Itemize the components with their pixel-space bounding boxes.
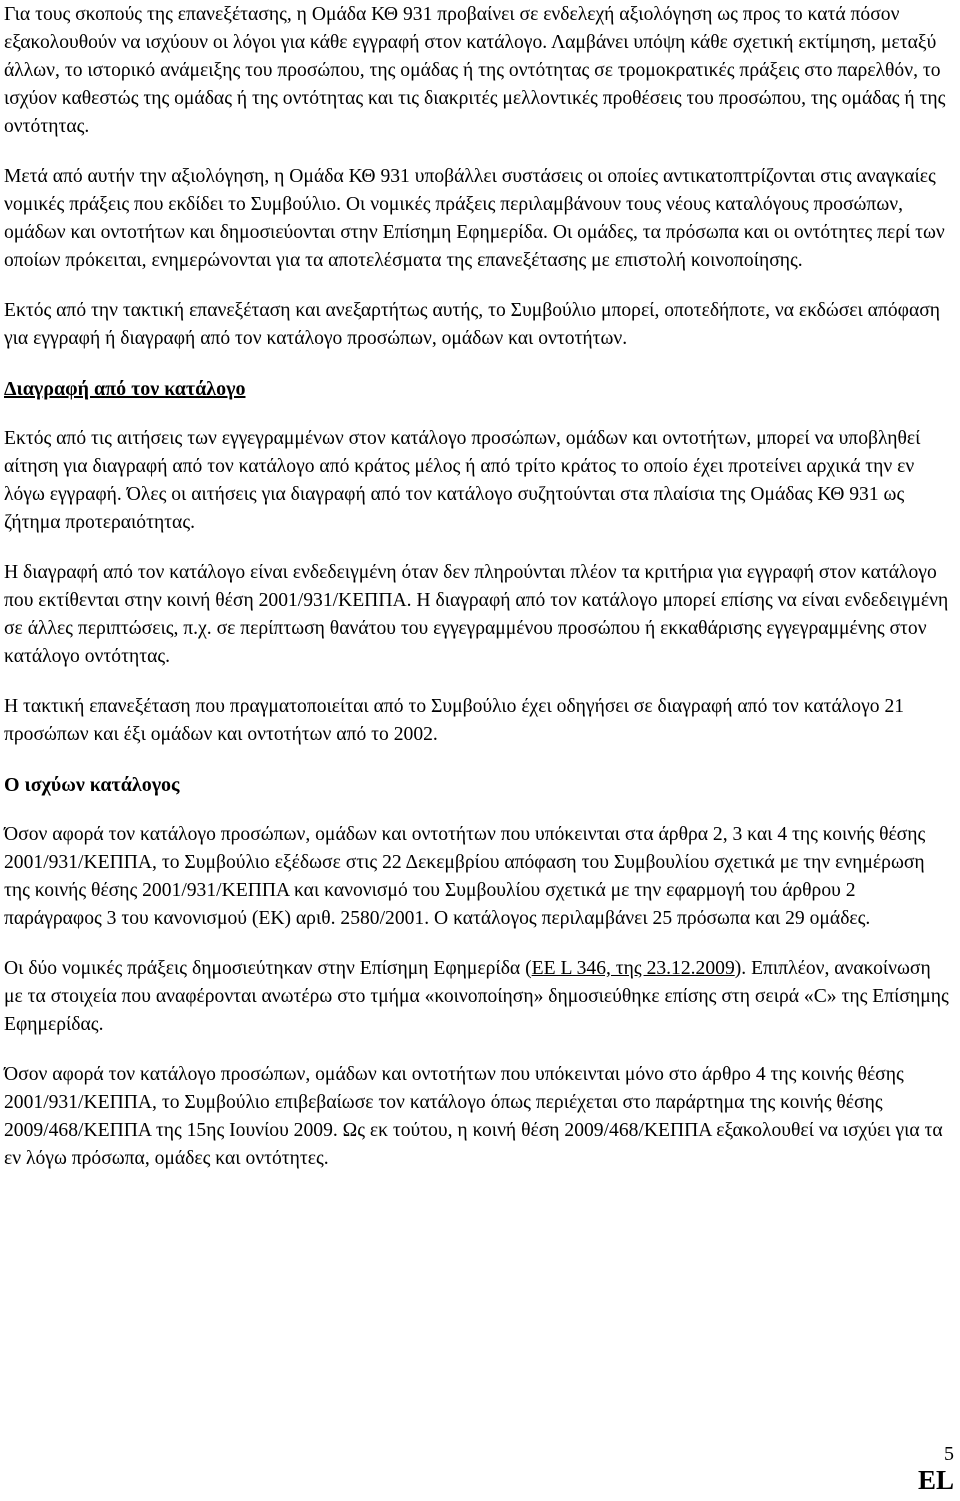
page-number: 5: [944, 1443, 954, 1465]
removal-paragraph-requests: Εκτός από τις αιτήσεις των εγγεγραμμένων στον κατάλογο προσώπων, ομάδων και οντοτήτων, μπορεί να υποβληθεί αίτηση για διαγραφή από τον κατάλογο από κράτος μέλος ή από τρίτο κράτος το οποίο έχει προτείνει αρχικά την εν λόγω εγγραφή. Όλες οι αιτήσεις για διαγραφή από τον κατάλογο συζητούνται στα πλαίσια της Ομάδας ΚΘ 931 ως ζήτημα προτεραιότητας.: [4, 428, 921, 533]
removal-paragraph-criteria: Η διαγραφή από τον κατάλογο είναι ενδεδειγμένη όταν δεν πληρούνται πλέον τα κριτήρια για εγγραφή στον κατάλογο που εκτίθενται στην κοινή θέση 2001/931/ΚΕΠΠΑ. Η διαγραφή από τον κατάλογο μπορεί επίσης να είναι ενδεδειγμένη σε άλλες περιπτώσεις, π.χ. σε περίπτωση θανάτου του εγγεγραμμένου προσώπου ή εκκαθάρισης εγγεγραμμένης στον κατάλογο οντότητας.: [4, 562, 949, 667]
current-paragraph-council-decision: Όσον αφορά τον κατάλογο προσώπων, ομάδων και οντοτήτων που υπόκεινται στα άρθρα 2, 3 και 4 της κοινής θέσης 2001/931/ΚΕΠΠΑ, το Συμβούλιο εξέδωσε στις 22 Δεκεμβρίου απόφαση του Συμβουλίου σχετικά με την ενημέρωση της κοινής θέσης 2001/931/ΚΕΠΠΑ και κανονισμό του Συμβουλίου σχετικά με την εφαρμογή του άρθρου 2 παράγραφος 3 του κανονισμού (ΕΚ) αριθ. 2580/2001. Ο κατάλογος περιλαμβάνει 25 πρόσωπα και 29 ομάδες.: [4, 824, 926, 929]
publication-text-after: ). Επιπλέον, ανακοίνωση με τα στοιχεία που αναφέρονται ανωτέρω στο τμήμα «κοινοποίηση» δημοσιεύθηκε επίσης στη σειρά «C» της Επίσημης Εφημερίδας.: [4, 958, 949, 1035]
intro-paragraph-council-decision: Εκτός από την τακτική επανεξέταση και ανεξαρτήτως αυτής, το Συμβούλιο μπορεί, οποτεδήποτε, να εκδώσει απόφαση για εγγραφή ή διαγραφή από τον κατάλογο προσώπων, ομάδων και οντοτήτων.: [4, 300, 941, 349]
current-paragraph-article-4: Όσον αφορά τον κατάλογο προσώπων, ομάδων και οντοτήτων που υπόκεινται μόνο στο άρθρο 4 της κοινής θέσης 2001/931/ΚΕΠΠΑ, το Συμβούλιο επιβεβαίωσε τον κατάλογο όπως περιέχεται στο παράρτημα της κοινής θέσης 2009/468/ΚΕΠΠΑ της 15ης Ιουνίου 2009. Ως εκ τούτου, η κοινή θέση 2009/468/ΚΕΠΠΑ εξακολουθεί να ισχύει για τα εν λόγω πρόσωπα, ομάδες και οντότητες.: [4, 1064, 943, 1169]
heading-removal-from-list: Διαγραφή από τον κατάλογο: [4, 378, 246, 400]
intro-paragraph-review-assessment: Για τους σκοπούς της επανεξέτασης, η Ομάδα ΚΘ 931 προβαίνει σε ενδελεχή αξιολόγηση ως προς το κατά πόσον εξακολουθούν να ισχύουν οι λόγοι για κάθε εγγραφή στον κατάλογο. Λαμβάνει υπόψη κάθε σχετική εκτίμηση, μεταξύ άλλων, το ιστορικό ανάμειξης του προσώπου, της ομάδας ή της οντότητας σε τρομοκρατικές πράξεις στο παρελθόν, το ισχύον καθεστώς της ομάδας ή της οντότητας και τις διακριτές μελλοντικές προθέσεις του προσώπου, της ομάδας ή της οντότητας.: [4, 4, 946, 137]
removal-paragraph-statistics: Η τακτική επανεξέταση που πραγματοποιείται από το Συμβούλιο έχει οδηγήσει σε διαγραφή από τον κατάλογο 21 προσώπων και έξι ομάδων και οντοτήτων από το 2002.: [4, 696, 905, 745]
heading-current-list: Ο ισχύων κατάλογος: [4, 774, 180, 796]
intro-paragraph-recommendations: Μετά από αυτήν την αξιολόγηση, η Ομάδα ΚΘ 931 υποβάλλει συστάσεις οι οποίες αντικατοπτρίζονται στις αναγκαίες νομικές πράξεις που εκδίδει το Συμβούλιο. Οι νομικές πράξεις περιλαμβάνουν τους νέους καταλόγους προσώπων, ομάδων και οντοτήτων και δημοσιεύονται στην Επίσημη Εφημερίδα. Οι ομάδες, τα πρόσωπα και οι οντότητες περί των οποίων πρόκειται, ενημερώνονται για τα αποτελέσματα της επανεξέτασης με επιστολή κοινοποίησης.: [4, 166, 945, 271]
current-paragraph-publication: [4, 955, 954, 1039]
official-journal-link[interactable]: ΕΕ L 346, της 23.12.2009: [531, 958, 735, 979]
publication-text-before: Οι δύο νομικές πράξεις δημοσιεύτηκαν στην Επίσημη Εφημερίδα (: [4, 958, 532, 979]
language-code: EL: [917, 1465, 954, 1495]
